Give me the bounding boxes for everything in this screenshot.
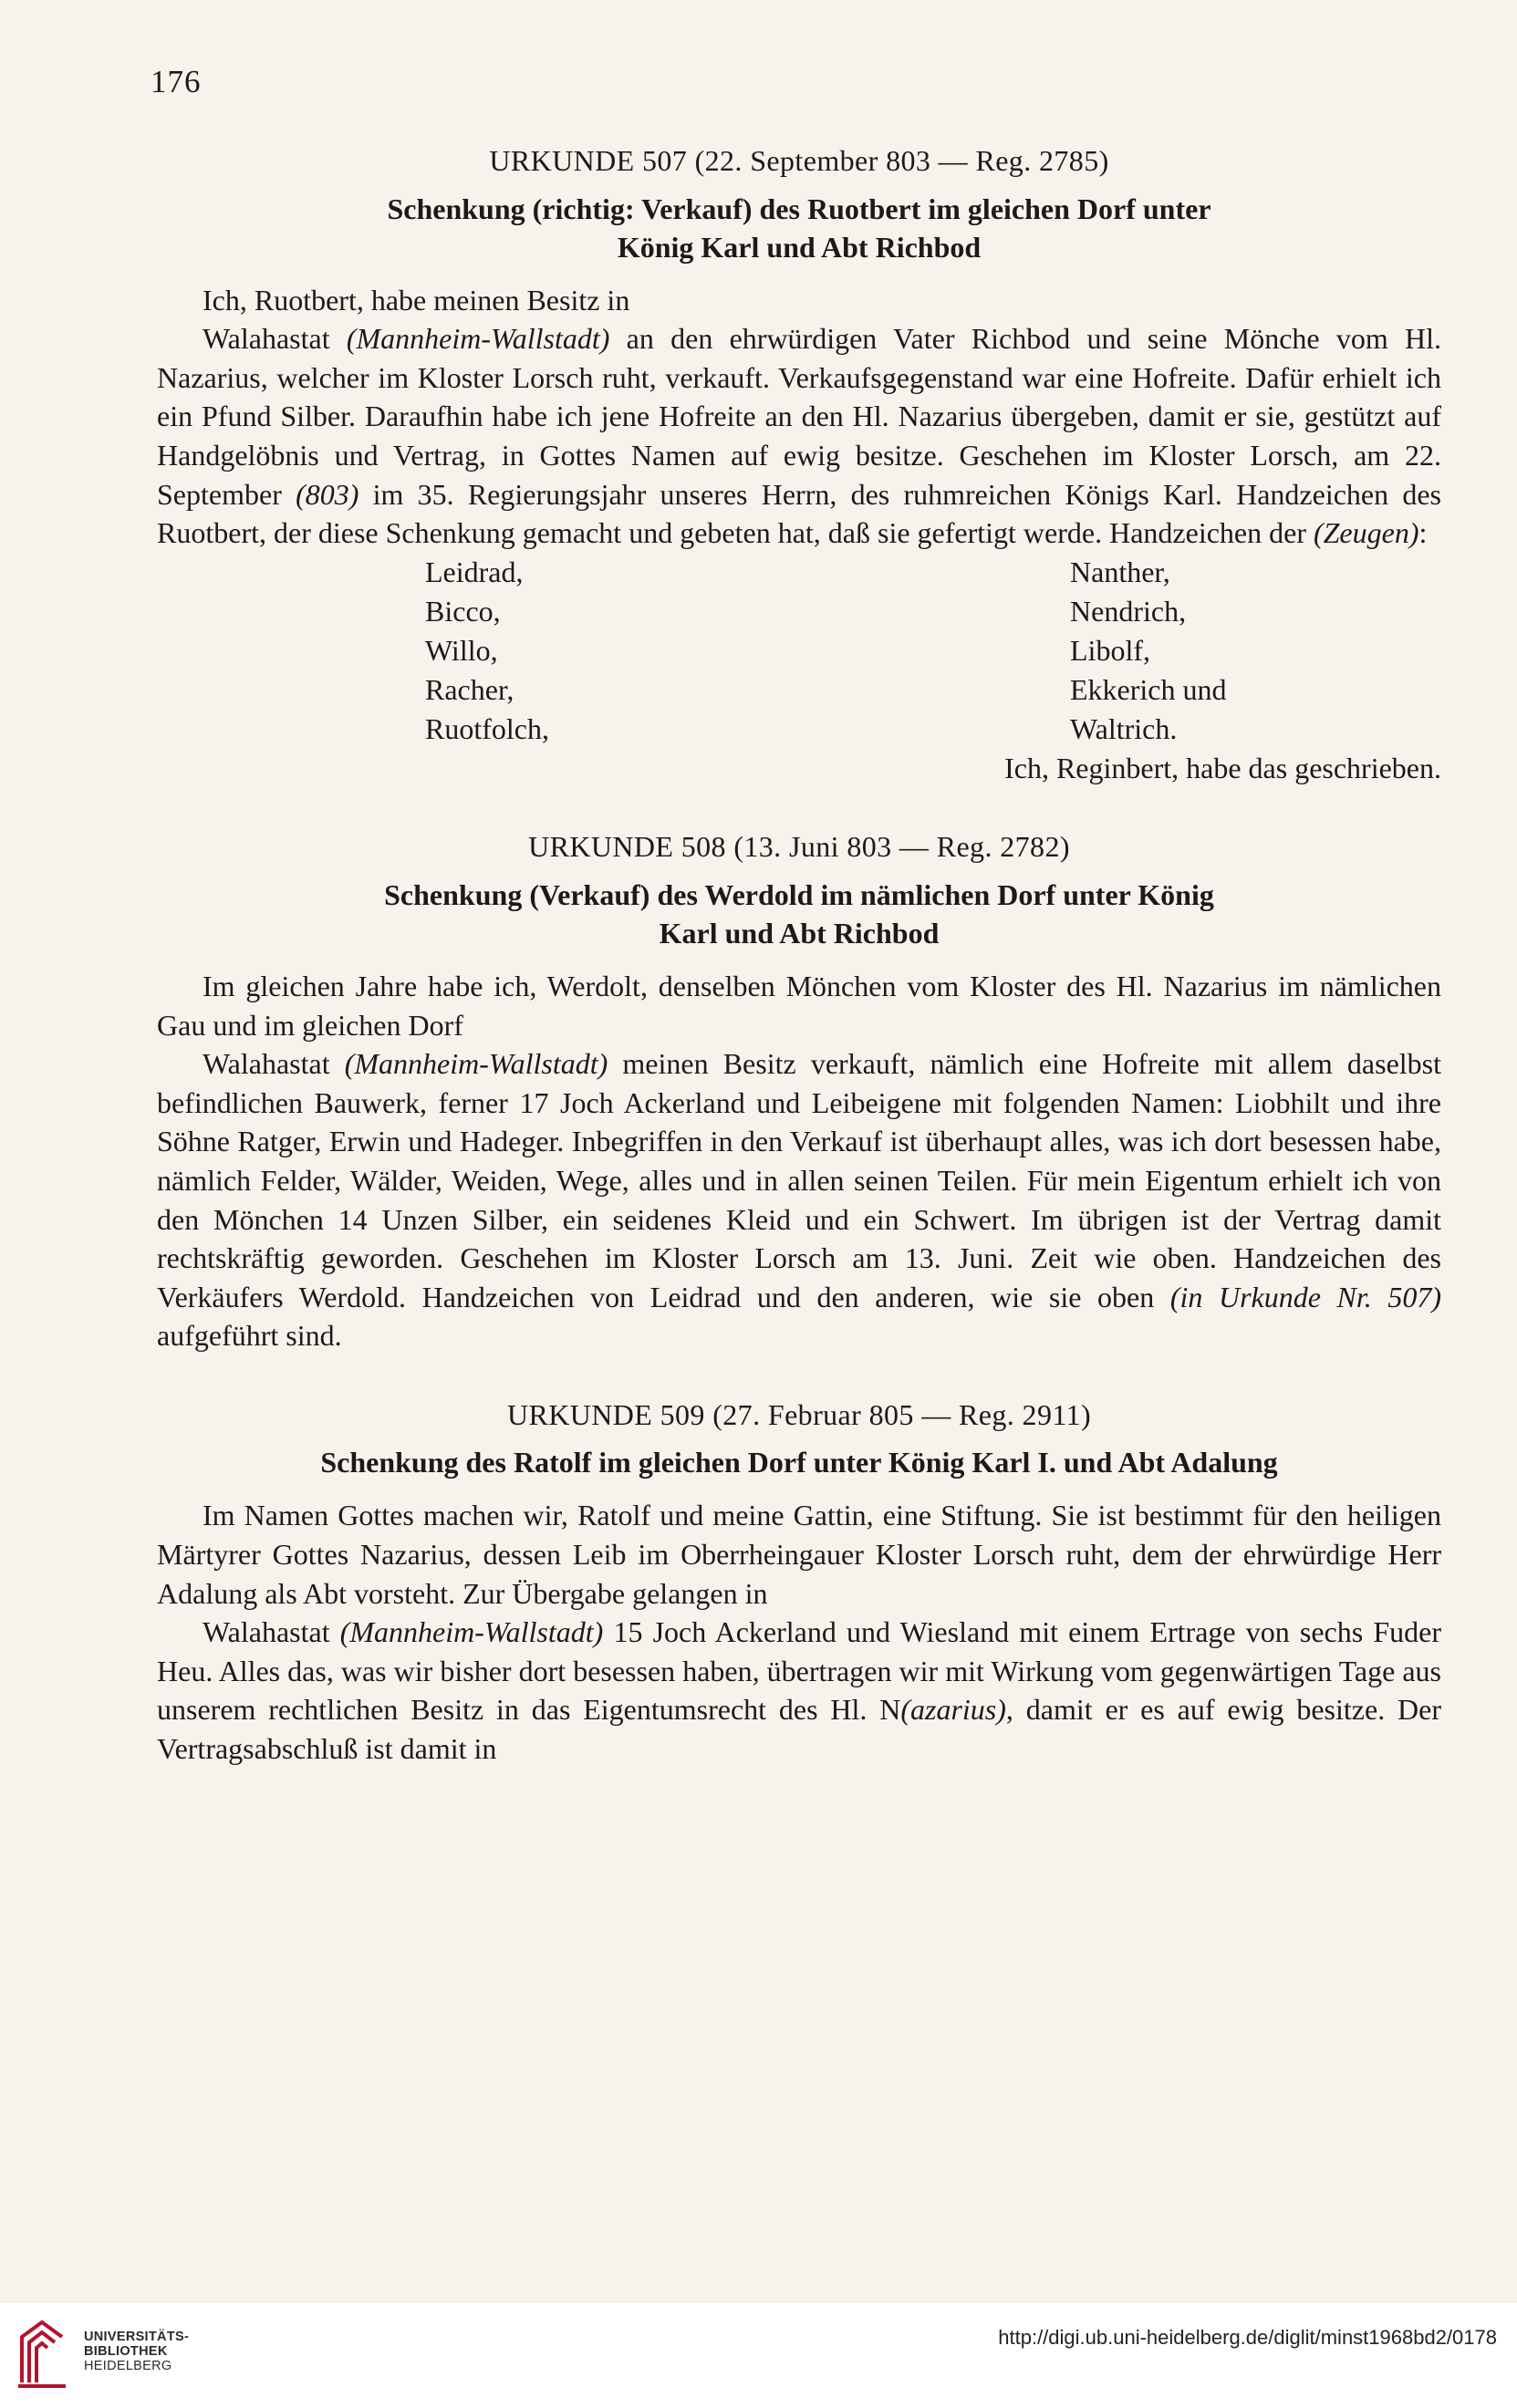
zeugen-note: (Zeugen) [1313, 516, 1419, 550]
witness-name: Willo, [425, 633, 498, 667]
witness-name: Bicco, [425, 594, 501, 628]
body-text: 15 Joch Ackerland und Wiesland mit einem Ertrage von sechs Fuder Heu. Alles das, was wir bisher dort besessen haben, übertragen wir mit Wirkung vom gegenwärtigen Tage aus unserem rechtlichen Besitz in das Eigentumsrecht des Hl. N [157, 1615, 1442, 1727]
reference-note: (in Urkunde Nr. 507) [1169, 1280, 1442, 1313]
page-content [157, 141, 1441, 1769]
body-text: meinen Besitz verkauft, nämlich eine Hofreite mit allem daselbst befindlichen Bauwerk, ferner 17 Joch Ackerland und Leibeigene mit folgenden Namen: Liobhilt und ihre Söhne Ratger, Erwin und Hadeger. Inbegriffen in den Verkauf ist überhaupt alles, was ich dort besessen habe, nämlich Felder, Wälder, Weiden, Wege, alles und in allen seinen Teilen. Für mein Eigentum erhielt ich von den Mönchen 14 Unzen Silber, ein seidenes Kleid und ein Schwert. Im übrigen ist der Vertrag damit rechtskräftig geworden. Geschehen im Kloster Lorsch am 13. Juni. Zeit wie oben. Handzeichen des Verkäufers Werdold. Handzeichen von Leidrad und den anderen, wie sie oben [157, 1047, 1441, 1313]
place-name: Walahastat [203, 1615, 330, 1649]
document-heading-507: URKUNDE 507 (22. September 803 — Reg. 2785) [489, 144, 1109, 177]
intro-paragraph-507: Ich, Ruotbert, habe meinen Besitz in [203, 283, 630, 317]
document-title-508 [157, 876, 1441, 952]
witness-name: Ruotfolch, [425, 711, 549, 745]
title-line: Karl und Abt Richbod [659, 916, 940, 950]
document-heading-508: URKUNDE 508 (13. Juni 803 — Reg. 2782) [528, 830, 1070, 864]
title-line: Schenkung des Ratolf im gleichen Dorf unter König Karl I. und Abt Adalung [320, 1446, 1278, 1479]
title-line: Schenkung (richtig: Verkauf) des Ruotbert im gleichen Dorf unter [387, 192, 1211, 225]
page-number: 176 [151, 64, 202, 99]
body-paragraph-508 [157, 1044, 1441, 1355]
place-modern: (Mannheim-Wallstadt) [346, 322, 610, 356]
document-heading-509: URKUNDE 509 (27. Februar 805 — Reg. 2911) [506, 1397, 1092, 1431]
title-line: König Karl und Abt Richbod [617, 230, 982, 264]
place-modern: (Mannheim-Wallstadt) [344, 1047, 608, 1081]
logo-line: UNIVERSITÄTS- [84, 2330, 190, 2344]
library-logo-icon [15, 2317, 69, 2390]
viewer-footer [0, 2303, 1517, 2408]
body-text: an den ehrwürdigen Vater Richbod und seine Mönche vom Hl. Nazarius, welcher im Kloster Lorsch ruht, verkauft. Verkaufsgegenstand war eine Hofreite. Dafür erhielt ich ein Pfund Silber. Daraufhin habe ich jene Hofreite an den Hl. Nazarius übergeben, damit er sie, gestützt auf Handgelöbnis und Vertrag, in Gottes Namen auf ewig besitze. Geschehen im Kloster Lorsch, am 22. September [157, 322, 1442, 511]
title-line: Schenkung (Verkauf) des Werdold im nämlichen Dorf unter König [384, 877, 1214, 911]
document-title-509 [157, 1443, 1441, 1481]
body-text: , damit er es auf ewig besitze. Der Vertragsabschluß ist damit in [157, 1693, 1442, 1766]
intro-paragraph-509: Im Namen Gottes machen wir, Ratolf und meine Gattin, eine Stiftung. Sie ist bestimmt für den heiligen Märtyrer Gottes Nazarius, dessen Leib im Oberrheingauer Kloster Lorsch ruht, dem der ehrwürdige Herr Adalung als Abt vorsteht. Zur Übergabe gelangen in [157, 1499, 1441, 1610]
witness-name: Racher, [425, 672, 514, 706]
place-name: Walahastat [203, 322, 330, 356]
body-text: : [1418, 516, 1428, 550]
witness-name: Ekkerich und [1070, 672, 1227, 706]
document-title-507 [157, 190, 1441, 266]
logo-line: HEIDELBERG [84, 2359, 172, 2373]
permalink-url[interactable]: http://digi.ub.uni-heidelberg.de/diglit/minst1968bd2/0178 [998, 2326, 1497, 2349]
scribe-signature: Ich, Reginbert, habe das geschrieben. [1004, 751, 1441, 784]
body-paragraph-509 [157, 1613, 1441, 1768]
abbreviation-note: (azarius) [900, 1693, 1006, 1727]
witness-name: Waltrich. [1070, 711, 1178, 745]
body-text: im 35. Regierungsjahr unseres Herrn, des ruhmreichen Königs Karl. Handzeichen des Ruotbert, der diese Schenkung gemacht und gebeten hat, daß sie gefertigt werde. Handzeichen der [157, 477, 1441, 550]
witness-name: Nendrich, [1070, 594, 1187, 628]
body-text: aufgeführt sind. [157, 1319, 342, 1353]
witness-name: Libolf, [1070, 633, 1150, 667]
witness-list [157, 553, 1441, 749]
place-name: Walahastat [203, 1047, 330, 1081]
logo-line: BIBLIOTHEK [84, 2344, 168, 2359]
witness-column-left [425, 553, 549, 749]
witness-name: Leidrad, [425, 555, 524, 588]
witness-name: Nanther, [1070, 555, 1170, 588]
library-logo-text [84, 2330, 189, 2373]
intro-paragraph-508: Im gleichen Jahre habe ich, Werdolt, denselben Mönchen vom Kloster des Hl. Nazarius im nämlichen Gau und im gleichen Dorf [157, 969, 1441, 1042]
place-modern: (Mannheim-Wallstadt) [339, 1615, 604, 1649]
year-note: (803) [296, 477, 359, 511]
witness-column-right [1070, 553, 1227, 749]
body-paragraph-507 [157, 319, 1441, 553]
